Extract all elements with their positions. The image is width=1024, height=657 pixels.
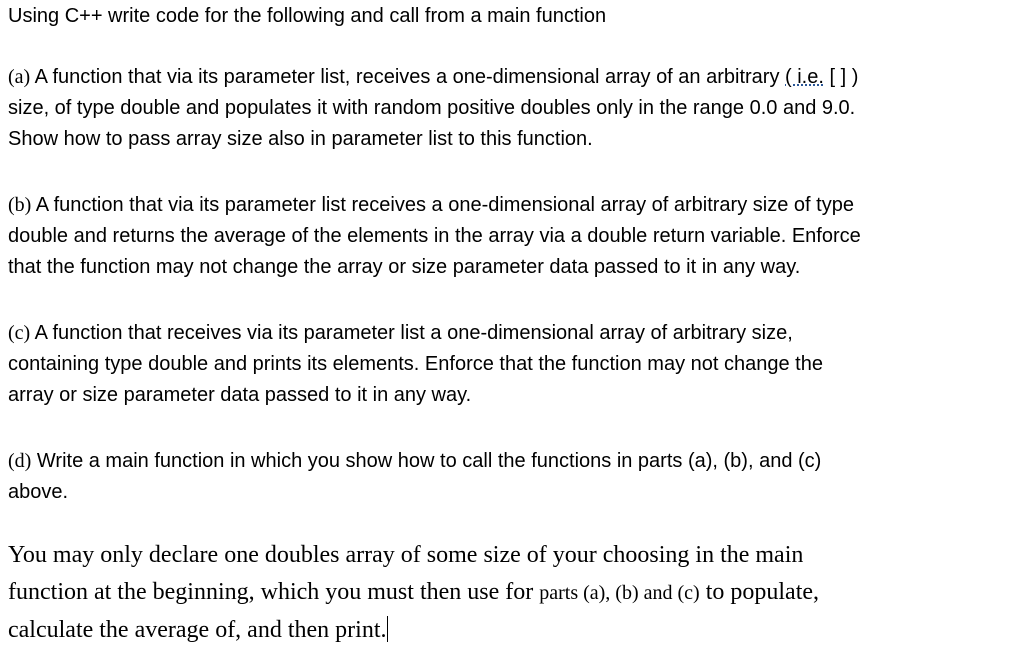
part-a-paragraph (8, 62, 858, 155)
part-a-ie-text: ( i.e. (785, 66, 824, 88)
part-d-text-1: Write a main function in which you show how to call the functions in parts (a), (b), and (c) (36, 450, 822, 472)
part-d-line-1 (8, 446, 821, 477)
closing-parts-text: parts (a), (b) and (c) (539, 582, 700, 604)
part-b-line-1 (8, 190, 861, 221)
closing-text-2b: to populate, (699, 579, 820, 605)
text-cursor (387, 616, 388, 642)
part-b-label: (b) (8, 194, 32, 216)
part-b-text-1: A function that via its parameter list receives a one-dimensional array of arbitrary size of type (35, 194, 854, 216)
part-a-line-3: Show how to pass array size also in parameter list to this function. (8, 128, 593, 150)
part-c-line-1 (8, 318, 823, 349)
part-c-text-1: A function that receives via its parameter list a one-dimensional array of arbitrary size, (34, 322, 793, 344)
closing-paragraph (8, 537, 819, 649)
part-c-line-3: array or size parameter data passed to it in any way. (8, 384, 472, 406)
part-a-line-2: size, of type double and populates it with random positive doubles only in the range 0.0 and 9.0. (8, 97, 856, 119)
part-d-line-2: above. (8, 481, 69, 503)
closing-text-2a: function at the beginning, which you must then use for (8, 579, 540, 605)
intro-paragraph (8, 1, 606, 32)
part-b-line-2: double and returns the average of the elements in the array via a double return variable. Enforce (8, 225, 861, 247)
part-a-line-1 (8, 62, 858, 93)
closing-line-3 (8, 612, 819, 649)
part-c-line-2: containing type double and prints its elements. Enforce that the function may not change the (8, 353, 823, 375)
part-d-label: (d) (8, 450, 32, 472)
part-b-paragraph (8, 190, 861, 283)
closing-line-2 (8, 574, 819, 612)
intro-text: Using C++ write code for the following and call from a main function (8, 5, 607, 27)
part-b-line-3: that the function may not change the array or size parameter data passed to it in any way. (8, 256, 801, 278)
part-c-label: (c) (8, 322, 31, 344)
closing-text-3: calculate the average of, and then print. (8, 617, 387, 643)
part-a-text-1a: A function that via its parameter list, receives a one-dimensional array of an arbitrary (34, 66, 786, 88)
part-c-paragraph (8, 318, 823, 411)
part-d-paragraph (8, 446, 821, 508)
part-a-text-1b: [ ] ) (823, 66, 859, 88)
closing-line-1: You may only declare one doubles array of some size of your choosing in the main (8, 542, 804, 568)
part-a-label: (a) (8, 66, 31, 88)
